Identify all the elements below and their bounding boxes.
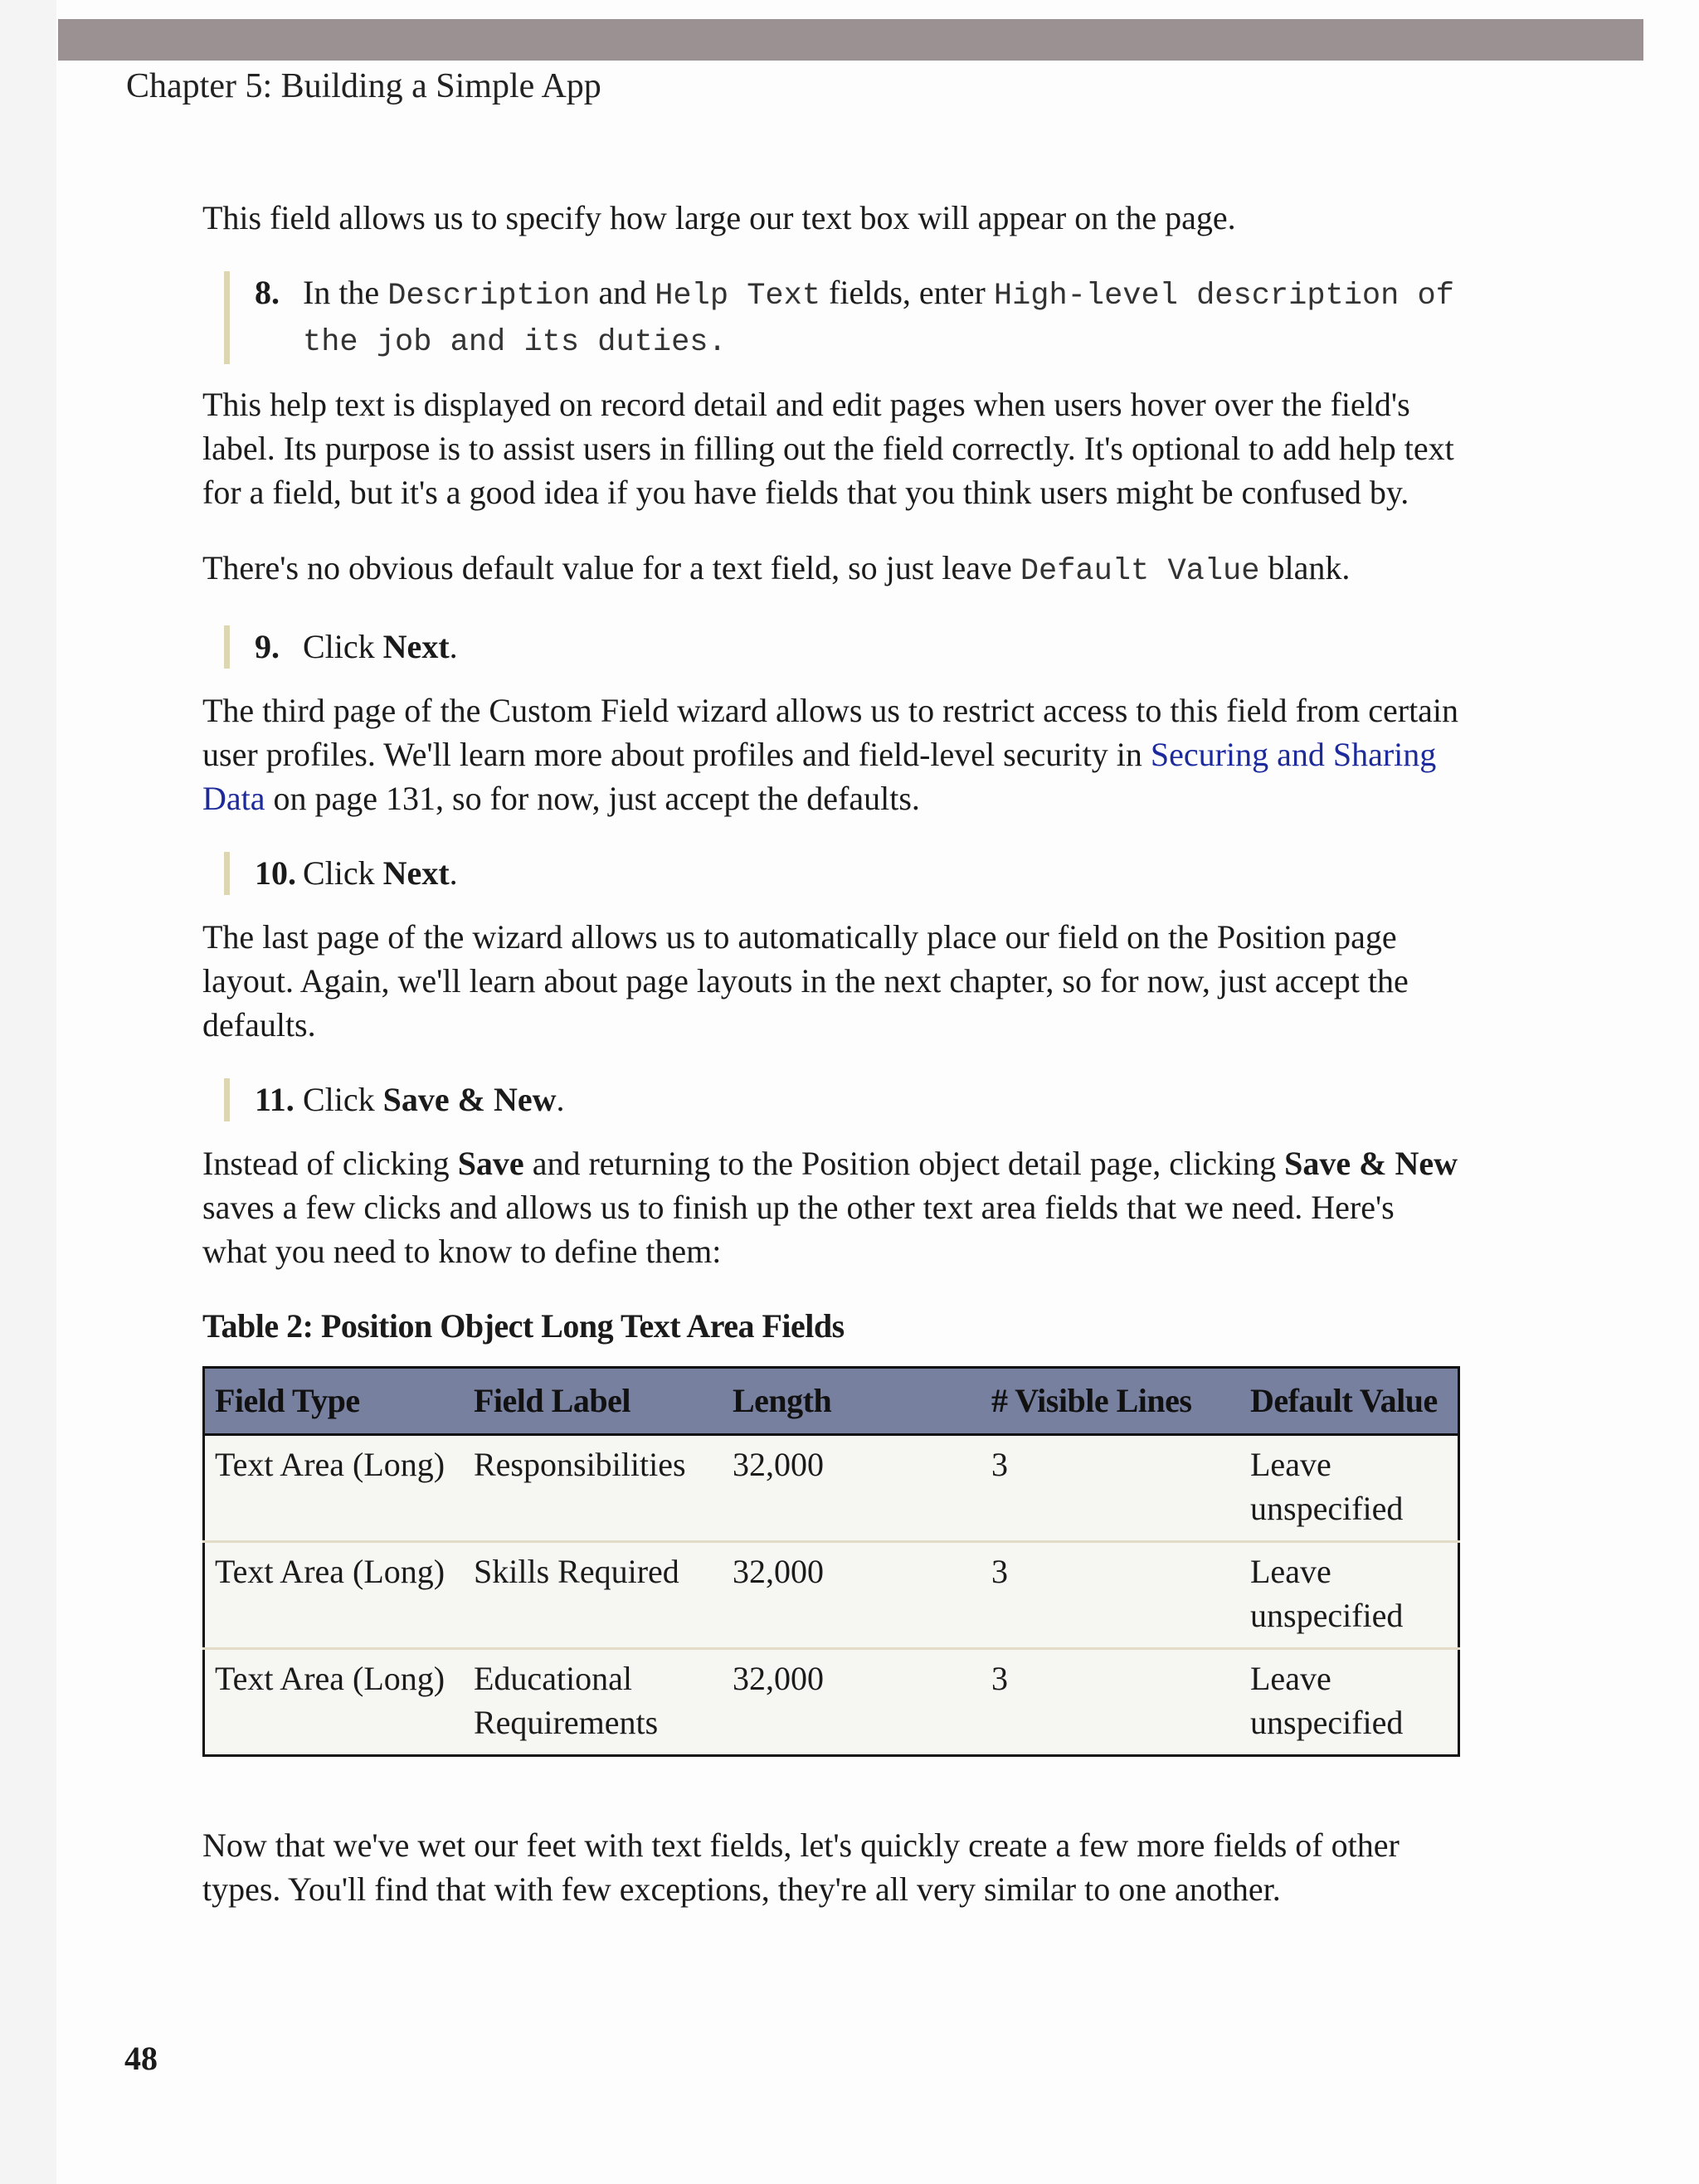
table-cell: Skills Required (464, 1542, 723, 1649)
step-8 (224, 271, 1463, 364)
paragraph-text-part: saves a few clicks and allows us to finish up the other text area fields that we need. Here's what you need to know to define them: (202, 1189, 1395, 1270)
ui-label-next: Next (382, 854, 450, 892)
code-help-value: High-level description of the job and its duties. (303, 279, 1454, 360)
paragraph-page-layout: The last page of the wizard allows us to automatically place our field on the Position page layout. Again, we'll learn about page layouts in the next chapter, so for now, just accept the defaults. (202, 918, 1409, 1043)
ui-label-save-new: Save & New (382, 1081, 557, 1118)
header-bar (58, 19, 1643, 61)
step-text-part: . (556, 1081, 565, 1118)
code-description: Description (387, 279, 591, 314)
step-number: 11. (255, 1081, 295, 1118)
page-content (202, 196, 1463, 1911)
table-cell: 3 (981, 1542, 1240, 1649)
paragraph-text-box-size: This field allows us to specify how large our text box will appear on the page. (202, 199, 1236, 236)
table-header-row (204, 1368, 1459, 1435)
ui-label-save: Save (457, 1145, 524, 1182)
link-securing-sharing-data[interactable]: Securing and Sharing Data (202, 736, 1437, 817)
table-cell: Text Area (Long) (204, 1435, 465, 1542)
code-help-text: Help Text (655, 279, 821, 314)
paragraph-field-security (202, 688, 1463, 820)
ui-label-save-new: Save & New (1284, 1145, 1458, 1182)
table-row (204, 1649, 1459, 1756)
column-header: Length (723, 1368, 981, 1435)
step-text-part: and (590, 274, 655, 311)
column-header: Default Value (1240, 1368, 1459, 1435)
table-row (204, 1542, 1459, 1649)
step-text-part: . (449, 628, 458, 665)
step-10 (224, 852, 1463, 895)
paragraph-text-part: on page 131, so for now, just accept the defaults. (265, 780, 920, 817)
table-cell: 3 (981, 1649, 1240, 1756)
column-header: Field Label (464, 1368, 723, 1435)
step-number: 9. (255, 628, 280, 665)
table-cell: 32,000 (723, 1649, 981, 1756)
fields-table (202, 1366, 1460, 1757)
step-number: 8. (255, 274, 280, 311)
step-text-part: . (449, 854, 458, 892)
paragraph-save-new (202, 1141, 1463, 1273)
step-text (303, 625, 1463, 669)
paragraph-help-text: This help text is displayed on record detail and edit pages when users hover over the field's label. Its purpose is to assist users in filling out the field correctly. It's optional to add help text for a field, but it's a good idea if you have fields that you think users might be confused by. (202, 386, 1454, 511)
table-cell: 32,000 (723, 1542, 981, 1649)
table-caption: Table 2: Position Object Long Text Area Fields (202, 1307, 845, 1345)
step-text (303, 852, 1463, 895)
table-cell: Responsibilities (464, 1435, 723, 1542)
code-default-value: Default Value (1020, 554, 1260, 589)
table-cell: 3 (981, 1435, 1240, 1542)
step-11 (224, 1078, 1463, 1121)
paragraph-text-part: and returning to the Position object detail page, clicking (523, 1145, 1285, 1182)
paragraph-text-part: Instead of clicking (202, 1145, 458, 1182)
paragraph-default-value (202, 546, 1463, 594)
step-text (303, 1078, 1463, 1121)
step-number: 10. (255, 854, 296, 892)
page-number: 48 (124, 2040, 158, 2077)
table-cell: Text Area (Long) (204, 1542, 465, 1649)
step-text-part: Click (303, 1081, 383, 1118)
step-text (303, 271, 1463, 364)
paragraph-text-part: There's no obvious default value for a text field, so just leave (202, 549, 1020, 586)
column-header: # Visible Lines (981, 1368, 1240, 1435)
table-cell: Educational Requirements (464, 1649, 723, 1756)
table-cell: 32,000 (723, 1435, 981, 1542)
running-head: Chapter 5: Building a Simple App (126, 67, 601, 105)
table-cell: Leave unspecified (1240, 1542, 1459, 1649)
step-9 (224, 625, 1463, 669)
paragraph-text-part: The third page of the Custom Field wizard allows us to restrict access to this field from certain user profiles. We'll learn more about profiles and field-level security in (202, 692, 1459, 773)
step-text-part: fields, enter (820, 274, 994, 311)
step-text-part: Click (303, 854, 383, 892)
table-cell: Leave unspecified (1240, 1435, 1459, 1542)
table-cell: Leave unspecified (1240, 1649, 1459, 1756)
column-header: Field Type (204, 1368, 465, 1435)
paragraph-text-part: blank. (1259, 549, 1351, 586)
table-row (204, 1435, 1459, 1542)
table-cell: Text Area (Long) (204, 1649, 465, 1756)
step-text-part: In the (303, 274, 388, 311)
page-edge (0, 0, 56, 2184)
step-text-part: Click (303, 628, 383, 665)
paragraph-closing: Now that we've wet our feet with text fields, let's quickly create a few more fields of other types. You'll find that with few exceptions, they're all very similar to one another. (202, 1826, 1400, 1908)
ui-label-next: Next (382, 628, 450, 665)
